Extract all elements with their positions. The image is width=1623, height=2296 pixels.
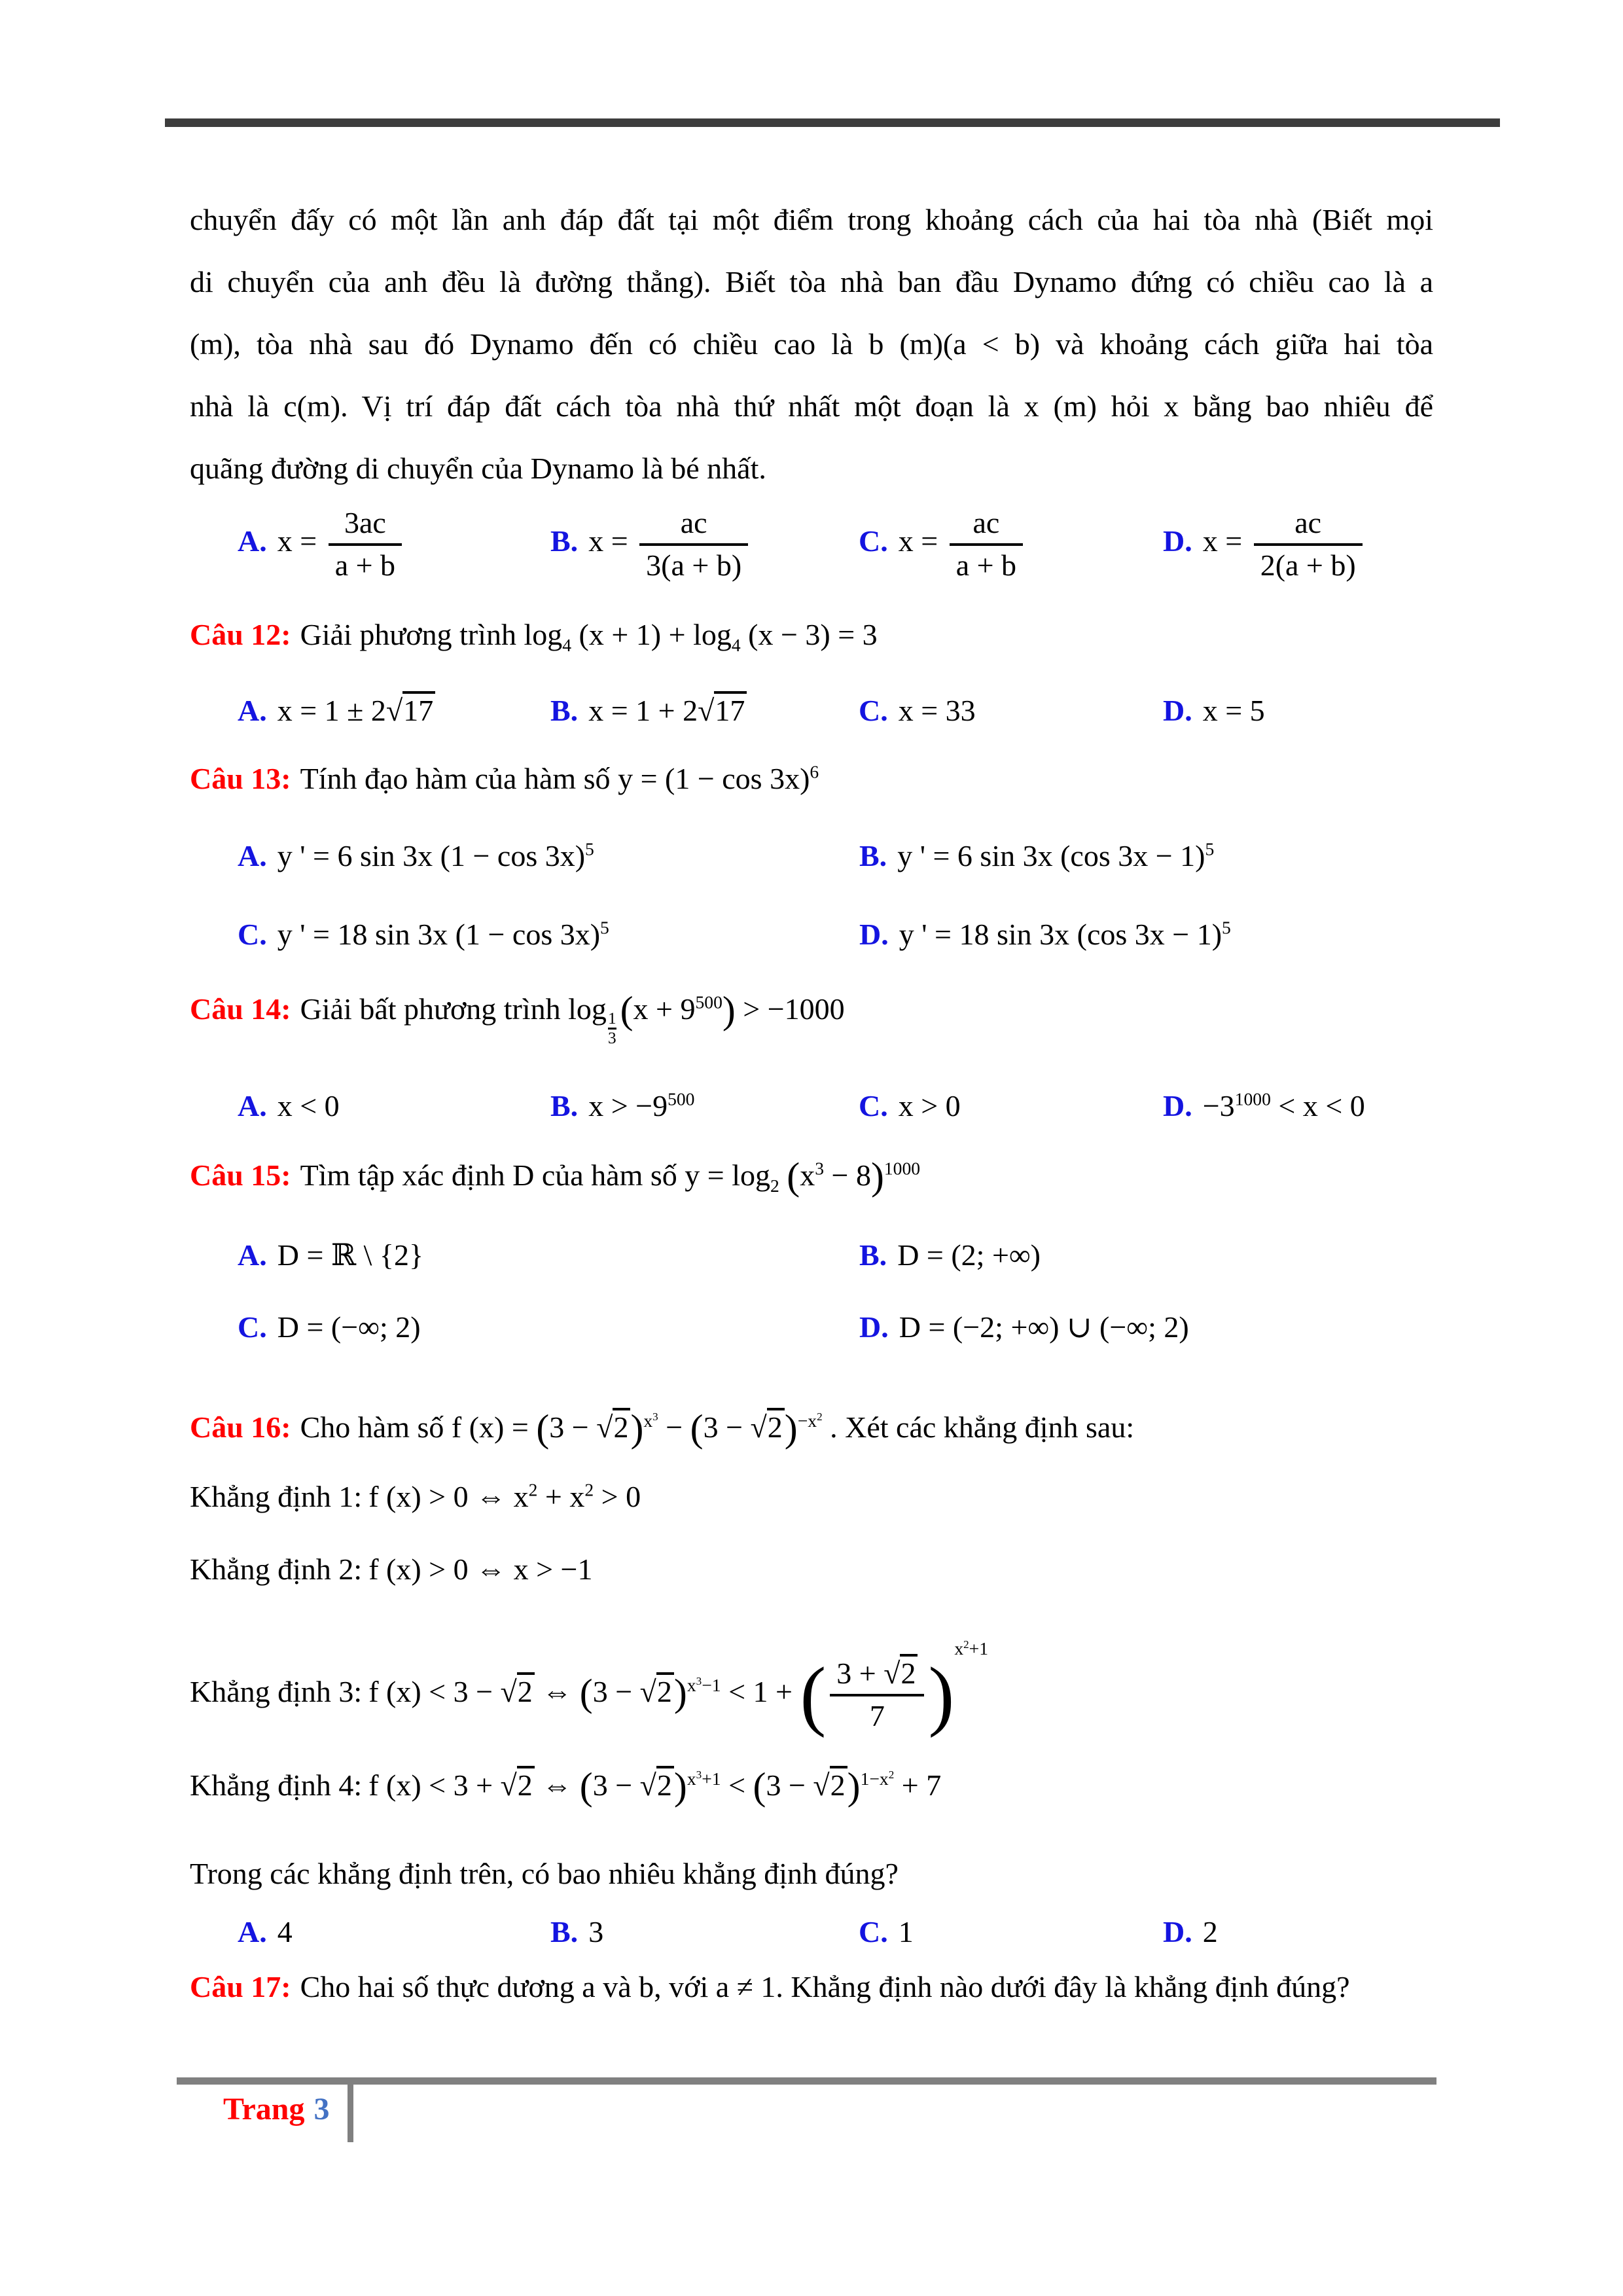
option-math: D = (−∞; 2) [277,1310,421,1344]
question-11-continuation [190,188,1433,499]
question-label: Câu 13: [190,762,291,795]
option-math: x = 1 + 2√17 [588,691,747,727]
paragraph-line: nhà là c(m). Vị trí đáp đất cách tòa nhà thứ nhất một đoạn là x (m) hỏi x bằng bao nhiêu để [190,389,1433,423]
q13-options-row-1 [190,836,1433,876]
option [859,1912,1163,1952]
question-12 [190,612,1564,668]
footer-rule [177,2077,1436,2085]
question-13 [190,756,1564,802]
option-math: x < 0 [277,1089,340,1122]
option [550,1912,859,1952]
option [550,691,859,730]
option [238,1236,859,1275]
statement-math: f (x) < 3 − √2 ⇔ $(3 - √2)^{x^3-1} < 1$ + ( $\frac{3 + √2}{7}$ )$^{x^2+1}$ [368,1638,989,1738]
option [1163,506,1433,582]
option-math: $-3^{1000} < x < 0$ [1202,1088,1365,1122]
option-math: x = $\frac{ac}{a + b}$ [899,524,1027,558]
statement-1 [190,1474,1564,1520]
question-stem: Tính đạo hàm của hàm số $y = (1 - \cos 3x)^6$ [300,761,819,795]
option-letter: D. [1163,1089,1192,1122]
option-math: y ' = 18 sin 3x $(1 - \cos 3x)^5$ [277,917,609,951]
option-math: x = 33 [898,694,976,727]
option-letter: D. [1163,524,1192,558]
option-letter: B. [550,524,579,558]
option-letter: C. [238,918,267,951]
paragraph-line: quãng đường di chuyển của Dynamo là bé nhất. [190,452,766,485]
option-math: y ' = 6 sin 3x $(1 - \cos 3x)^5$ [277,838,594,872]
option-letter: A. [238,1238,267,1272]
option-math: x = $\frac{3ac}{a + b}$ [277,524,406,558]
question-15 [190,1149,1564,1212]
question-17 [190,1956,1433,2018]
q13-options-row-2 [190,915,1433,954]
statement-math: f (x) > 0 ⇔ $x^2 + x^2 > 0$ [368,1479,641,1513]
question-stem: Tìm tập xác định D của hàm số $y = \log_2 (x^3 - 8)^{1000}$ [300,1154,921,1198]
question-stem: Cho hàm số f $(x) = (3 - √2)^{x^3} - (3 - √2)^{-x^2}$ . Xét các khẳng định sau: [300,1406,1135,1450]
question-stem: Giải phương trình $\log_4 (x + 1) + \log_4 (x - 3) = 3$ [300,618,878,656]
option-math: $x > -9^{500}$ [588,1088,695,1122]
statement-math: f (x) > 0 ⇔ x > −1 [368,1552,593,1586]
statement-label: Khẳng định 3: [190,1675,363,1708]
option-math: 2 [1202,1915,1218,1948]
statement-label: Khẳng định 1: [190,1480,363,1513]
paragraph-line: (m), tòa nhà sau đó Dynamo đến có chiều cao là b (m)(a < b) và khoảng cách giữa hai tòa [190,327,1433,361]
footer [223,2090,329,2129]
option-math: x = $\frac{ac}{3(a + b)}$ [588,524,752,558]
option-math: D = (−2; +∞) ∪ (−∞; 2) [899,1310,1189,1344]
option [238,506,550,582]
option-math: x > 0 [898,1089,961,1122]
q12-options-row [190,691,1433,730]
option [550,1086,859,1126]
footer-page-number: 3 [313,2092,330,2126]
q16-question-line [190,1851,1564,1897]
option-letter: B. [859,839,887,872]
footer-vertical-rule [348,2084,353,2142]
option-math: D = (2; +∞) [897,1238,1041,1272]
option-math: y ' = 18 sin 3x (cos 3x − 1)$^5$ [899,917,1231,951]
question-label: Câu 14: [190,992,291,1026]
option-letter: A. [238,694,267,727]
footer-page-label: Trang [223,2092,305,2126]
option-letter: B. [550,1915,579,1948]
option [238,836,859,876]
option [1163,1086,1433,1126]
option [238,915,859,954]
paragraph-line: chuyển đấy có một lần anh đáp đất tại một điểm trong khoảng cách của hai tòa nhà (Biết mọi [190,203,1433,236]
option-letter: C. [859,524,888,558]
option-math: 1 [898,1915,914,1948]
option [550,506,859,582]
option [859,1086,1163,1126]
statement-label: Khẳng định 2: [190,1552,363,1586]
question-stem: Giải bất phương trình log $\frac{1}{3}$ $(x + 9^{500}) > -1000$ [300,988,845,1047]
statement-math: f (x) < 3 + √2 ⇔ $(3 - √2)^{x^3+1} < (3 - √2)^{1-x^2} + 7$ [368,1764,942,1808]
option-letter: A. [238,524,267,558]
statement-2 [190,1547,1564,1592]
option-math: 3 [588,1915,604,1948]
option-math: y ' = 6 sin 3x (cos 3x − 1)$^5$ [897,838,1215,872]
question-stem: Cho hai số thực dương a và b, với a ≠ 1. Khẳng định nào dưới đây là khẳng định đúng? [300,1970,1350,2003]
option [238,691,550,730]
option-math: x = 5 [1202,694,1265,727]
option-letter: D. [1163,1915,1192,1948]
q14-options-row [190,1086,1433,1126]
option [238,1912,550,1952]
option [1163,1912,1433,1952]
statement-label: Khẳng định 4: [190,1768,363,1802]
top-rule [165,118,1500,127]
statement-4 [190,1759,1564,1812]
q15-options-row-2 [190,1308,1433,1347]
option [859,1236,1433,1275]
option [859,506,1163,582]
question-label: Câu 17: [190,1970,291,2003]
statement-3 [190,1640,1564,1744]
q15-options-row-1 [190,1236,1433,1275]
q16-question-text: Trong các khẳng định trên, có bao nhiêu khẳng định đúng? [190,1857,899,1890]
option [238,1308,859,1347]
option-math: D = ℝ \ {2} [277,1238,424,1272]
question-16 [190,1398,1564,1457]
option [859,915,1433,954]
q11-options-row [190,501,1433,587]
option-letter: A. [238,1915,267,1948]
q16-options-row [190,1912,1433,1952]
option-letter: B. [550,694,579,727]
option-letter: D. [859,1310,889,1344]
option-letter: C. [859,694,888,727]
option-letter: B. [550,1089,579,1122]
option-letter: A. [238,839,267,872]
question-14 [190,983,1564,1047]
option-math: x = $\frac{ac}{2(a + b)}$ [1203,524,1366,558]
option-letter: B. [859,1238,887,1272]
option [859,836,1433,876]
option-letter: D. [1163,694,1192,727]
option [238,1086,550,1126]
option-letter: D. [859,918,889,951]
option-math: 4 [277,1915,293,1948]
option [859,691,1163,730]
question-label: Câu 16: [190,1410,291,1444]
option [1163,691,1433,730]
option-letter: A. [238,1089,267,1122]
option-letter: C. [859,1089,888,1122]
question-label: Câu 15: [190,1158,291,1192]
paragraph-line: di chuyển của anh đều là đường thẳng). Biết tòa nhà ban đầu Dynamo đứng có chiều cao là a [190,265,1433,298]
question-label: Câu 12: [190,618,291,651]
option-math: x = 1 ± 2√17 [277,691,435,727]
option-letter: C. [859,1915,888,1948]
option-letter: C. [238,1310,267,1344]
option [859,1308,1433,1347]
